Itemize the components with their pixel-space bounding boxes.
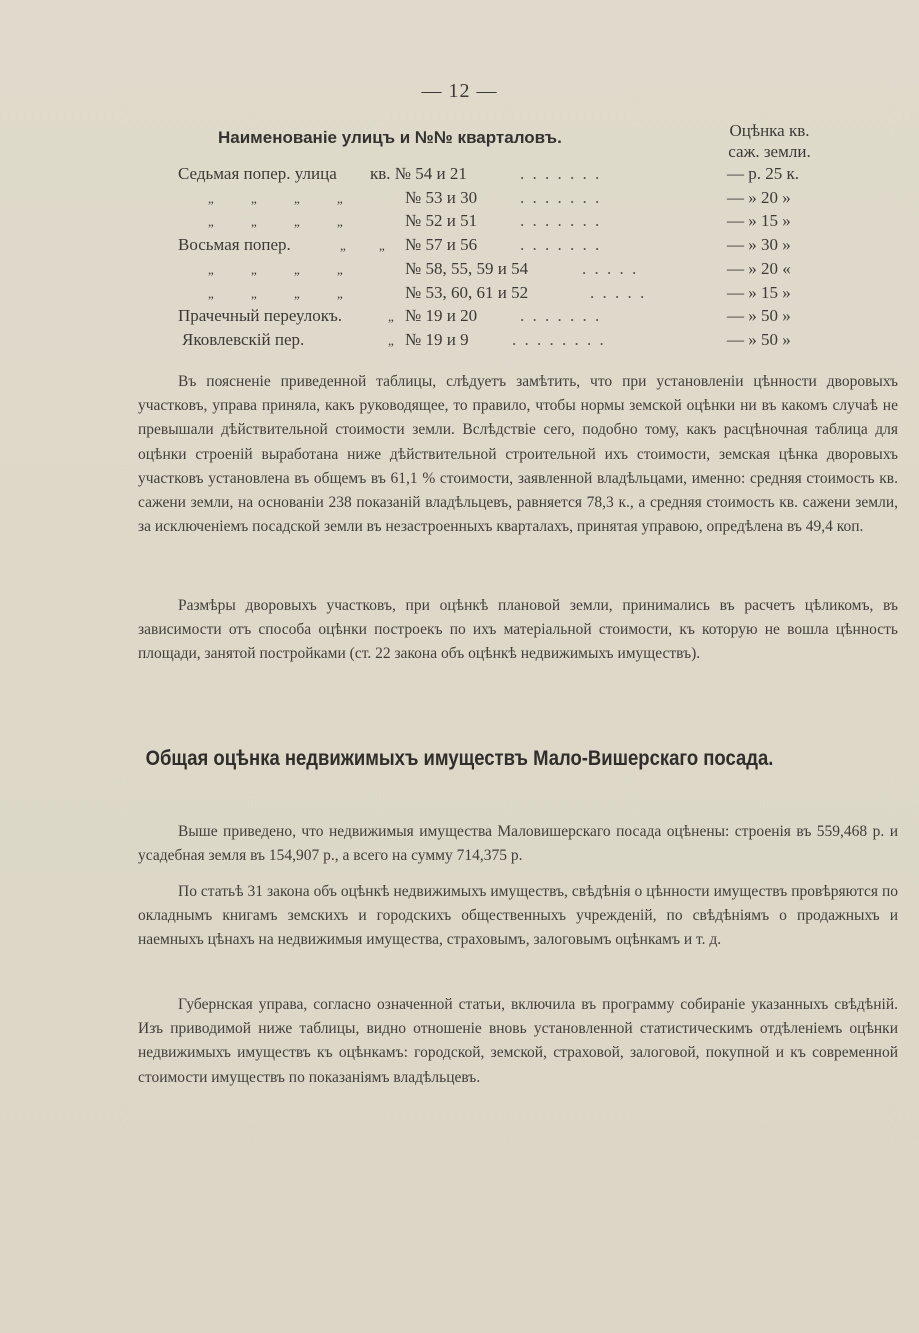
row-leader-dots: . . . . . . .: [520, 211, 602, 230]
paragraph-text: Губернская управа, согласно означенной статьи, включила въ программу собираніе указанныхъ свѣдѣній. Изъ приводимой ниже таблицы, видно отношеніе вновь установленной статистическимъ отдѣленіемъ оцѣнки недвижимыхъ имуществъ къ оцѣнкамъ: городской, земской, страховой, залоговой, покупной и къ современной стоимости имуществъ по показаніямъ владѣльцевъ.: [138, 996, 898, 1086]
table-row: [0, 164, 919, 187]
row-blocks: № 53, 60, 61 и 52: [405, 283, 529, 302]
table-header-left: Наименованіе улицъ и №№ кварталовъ.: [218, 128, 562, 147]
row-price: — » 20 «: [727, 259, 791, 278]
row-blocks: № 19 и 9: [405, 330, 469, 349]
row-leader-dots: . . . . .: [590, 283, 647, 302]
row-ditto-marks: „ „ „ „: [208, 262, 343, 277]
table-row: [0, 188, 919, 211]
row-price: — » 15 »: [727, 211, 791, 230]
row-leader-dots: . . . . . . . .: [512, 330, 606, 349]
row-price: — р. 25 к.: [727, 164, 800, 183]
row-price: — » 50 »: [727, 330, 791, 349]
row-ditto-marks: „ „ „ „: [208, 286, 343, 301]
table-row: [0, 211, 919, 234]
row-blocks: № 58, 55, 59 и 54: [405, 259, 529, 278]
paragraph-text: Размѣры дворовыхъ участковъ, при оцѣнкѣ плановой земли, принимались въ расчетъ цѣликомъ, въ зависимости отъ способа оцѣнки построекъ по ихъ матеріальной стоимости, къ которую не вошла цѣнность площади, занятой постройками (ст. 22 закона объ оцѣнкѣ недвижимыхъ имуществъ).: [138, 597, 898, 663]
row-ditto-marks: „: [388, 333, 394, 348]
row-street-name: Седьмая попер. улица: [178, 164, 337, 183]
row-ditto-marks: „ „ „ „: [208, 191, 343, 206]
row-leader-dots: . . . . . . .: [520, 235, 602, 254]
row-leader-dots: . . . . . . .: [520, 164, 602, 183]
row-street-name: Прачечный переулокъ.: [178, 306, 343, 325]
row-street-name: Яковлевскій пер.: [182, 330, 305, 349]
table-header-right: [712, 120, 827, 162]
row-price: — » 30 »: [727, 235, 791, 254]
row-price: — » 50 »: [727, 306, 791, 325]
paragraph-text: Выше приведено, что недвижимыя имущества Маловишерскаго посада оцѣнены: строенія въ 559,468 р. и усадебная земля въ 154,907 р., а всего на сумму 714,375 р.: [138, 823, 898, 865]
paragraph-text: Въ поясненіе приведенной таблицы, слѣдуетъ замѣтить, что при установленіи цѣнности дворовыхъ участковъ, управа приняла, какъ руководящее, то правило, чтобы нормы земской оцѣнки ни въ какомъ случаѣ не превышали дѣйствительной стоимости земли. Вслѣдствіе сего, подобно тому, какъ расцѣночная таблица для оцѣнки строеній выработана ниже дѣйствительной строительной ихъ стоимости, земская цѣнка дворовыхъ участковъ установлена въ общемъ въ 61,1 % стоимости, заявленной владѣльцами, именно: средняя стоимость кв. сажени земли, на основаніи 238 показаній владѣльцевъ, равняется 78,3 к., а средняя стоимость кв. сажени земли, за исключеніемъ посадской земли въ незастроенныхъ кварталахъ, принятая управою, опредѣлена въ 49,4 коп.: [138, 373, 898, 536]
paragraph-article-31: [138, 880, 898, 953]
paragraph-totals: [138, 820, 898, 868]
row-leader-dots: . . . . . . .: [520, 188, 602, 207]
paragraph-provincial-board: [138, 993, 898, 1090]
table-row: [0, 330, 919, 353]
section-heading: Общая оцѣнка недвижимыхъ имуществъ Мало-Вишерскаго посада.: [145, 747, 774, 770]
paragraph-explanation: [138, 370, 898, 539]
row-street-name: Восьмая попер.: [178, 235, 291, 254]
row-price: — » 20 »: [727, 188, 791, 207]
paragraph-text: По статьѣ 31 закона объ оцѣнкѣ недвижимыхъ имуществъ, свѣдѣнія о цѣнности имуществъ провѣряются по окладнымъ книгамъ земскихъ и городскихъ общественныхъ учрежденій, по свѣдѣніямъ о продажныхъ и наемныхъ цѣнахъ на недвижимыя имущества, страховымъ, залоговымъ оцѣнкамъ и т. д.: [138, 883, 898, 949]
row-ditto-marks: „ „: [340, 238, 385, 253]
row-blocks: № 53 и 30: [405, 188, 478, 207]
table-row: [0, 283, 919, 306]
row-blocks: № 19 и 20: [405, 306, 478, 325]
table-header-right-line-2: саж. земли.: [728, 142, 811, 161]
row-blocks: № 52 и 51: [405, 211, 478, 230]
table-row: [0, 259, 919, 282]
row-price: — » 15 »: [727, 283, 791, 302]
paragraph-plot-sizes: [138, 594, 898, 667]
row-ditto-marks: „: [388, 309, 394, 324]
row-blocks: кв. № 54 и 21: [370, 164, 467, 183]
row-blocks: № 57 и 56: [405, 235, 478, 254]
row-leader-dots: . . . . . . .: [520, 306, 602, 325]
page-number: — 12 —: [421, 80, 498, 102]
row-leader-dots: . . . . .: [582, 259, 639, 278]
table-row: [0, 306, 919, 329]
table-row: [0, 235, 919, 258]
row-ditto-marks: „ „ „ „: [208, 214, 343, 229]
table-header-right-line-1: Оцѣнка кв.: [729, 121, 810, 140]
